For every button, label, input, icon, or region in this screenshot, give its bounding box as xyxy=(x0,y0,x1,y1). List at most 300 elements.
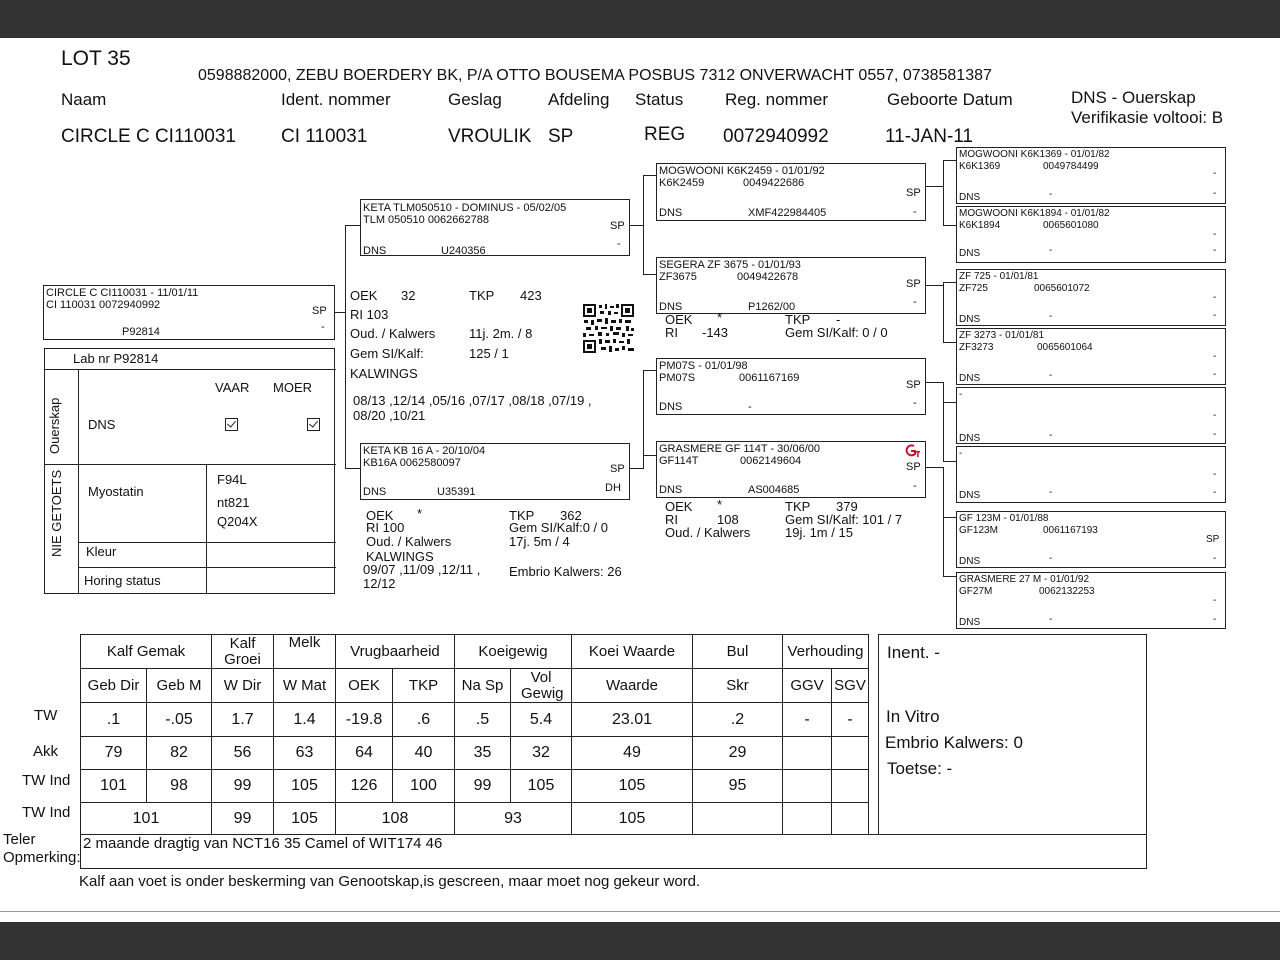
gp2-tkp-label: TKP xyxy=(785,312,811,327)
sire-oek-label: OEK xyxy=(350,288,378,303)
sire-kalwings-dates-2: 08/20 ,10/21 xyxy=(353,408,426,423)
ggp2-title: MOGWOONI K6K1894 - 01/01/82 xyxy=(959,208,1110,219)
tw-cell: - xyxy=(832,703,869,737)
gp2-oek-value: * xyxy=(717,310,723,325)
row-label-twind-2: TW Ind xyxy=(22,804,71,821)
twind2-cell: 105 xyxy=(274,803,336,835)
gp4-oek-value: * xyxy=(717,497,723,512)
twind-cell: 105 xyxy=(572,770,693,803)
akk-cell xyxy=(832,737,869,770)
ggp8-dash-1: - xyxy=(1213,595,1217,606)
twind2-cell: 93 xyxy=(455,803,572,835)
in-vitro: In Vitro xyxy=(886,707,940,726)
akk-cell: 40 xyxy=(393,737,455,770)
ggp8-title: GRASMERE 27 M - 01/01/92 xyxy=(959,574,1090,585)
toetse: Toetse: - xyxy=(887,759,953,778)
ggp4-id: ZF3273 xyxy=(959,342,994,353)
inent-box xyxy=(878,634,1147,835)
twind-cell: 105 xyxy=(511,770,572,803)
tw-cell: .5 xyxy=(455,703,511,737)
sire-sp: SP xyxy=(610,220,625,232)
connector xyxy=(926,467,943,468)
akk-cell: 35 xyxy=(455,737,511,770)
gp1-title: MOGWOONI K6K2459 - 01/01/92 xyxy=(659,165,825,177)
ggp8-reg: 0062132253 xyxy=(1039,586,1095,597)
ggp1-dash-2: - xyxy=(1049,189,1053,200)
akk-cell: 82 xyxy=(147,737,212,770)
sire-oek-value: 32 xyxy=(401,288,416,303)
ggp4-reg: 0065601064 xyxy=(1037,342,1093,353)
sire-box xyxy=(360,199,630,256)
connector xyxy=(943,517,956,518)
gp1-dash: - xyxy=(913,206,917,218)
sire-id: TLM 050510 0062662788 xyxy=(363,214,489,226)
gp4-tkp-value: 379 xyxy=(836,499,858,514)
sire-kalwings: KALWINGS xyxy=(350,366,418,381)
connector xyxy=(643,455,656,456)
sire-gem-value: 125 / 1 xyxy=(469,346,509,361)
gp1-reg: 0049422686 xyxy=(743,177,805,189)
lab-vertical xyxy=(78,369,79,593)
label-naam: Naam xyxy=(61,90,107,109)
ggp4-dash-1: - xyxy=(1213,351,1217,362)
tw-cell: .2 xyxy=(693,703,783,737)
akk-cell: 79 xyxy=(81,737,147,770)
label-status: Status xyxy=(635,90,684,109)
group-koei-waarde: Koei Waarde xyxy=(572,635,693,669)
ggp3-title: ZF 725 - 01/01/81 xyxy=(959,271,1039,282)
great-grandparent-box-4 xyxy=(956,328,1226,385)
dam-dates-2: 12/12 xyxy=(363,576,396,591)
value-geboorte: 11-JAN-11 xyxy=(885,126,973,147)
dam-ri: RI 100 xyxy=(366,520,405,535)
dam-box xyxy=(360,443,630,500)
sub-sgv: SGV xyxy=(832,669,869,703)
dam-dns: DNS xyxy=(363,486,387,498)
owner-line: 0598882000, ZEBU BOERDERY BK, P/A OTTO BOUSEMA POSBUS 7312 ONVERWACHT 0557, 0738581387 xyxy=(198,67,992,84)
connector xyxy=(926,382,943,383)
gp4-id: GF114T xyxy=(659,455,699,467)
value-geslag: VROULIK xyxy=(448,126,532,147)
value-ident: CI 110031 xyxy=(281,126,368,147)
value-naam: CIRCLE C CI110031 xyxy=(61,126,236,147)
nie-getoets-label: NIE GETOETS xyxy=(49,469,64,557)
dam-oek-value: * xyxy=(417,506,423,521)
connector xyxy=(943,382,944,462)
ggp5-title: - xyxy=(959,389,963,400)
dam-sp: SP xyxy=(610,463,625,475)
connector xyxy=(943,461,956,462)
ggp7-dash-3: - xyxy=(1213,553,1217,564)
dam-oud-label: Oud. / Kalwers xyxy=(366,534,452,549)
performance-table xyxy=(80,634,869,835)
connector xyxy=(345,468,360,469)
label-reg: Reg. nommer xyxy=(725,90,828,109)
myo-divider xyxy=(206,464,207,594)
twind-cell: 99 xyxy=(455,770,511,803)
table-row xyxy=(81,703,869,737)
twind-cell: 105 xyxy=(274,770,336,803)
grandparent-box-3 xyxy=(656,358,926,415)
gp4-oud-label: Oud. / Kalwers xyxy=(665,525,751,540)
dam-tkp-label: TKP xyxy=(509,508,535,523)
horing-divider xyxy=(78,567,336,568)
genomics-logo-icon xyxy=(905,444,921,458)
moer-label: MOER xyxy=(273,380,312,395)
connector xyxy=(630,468,643,469)
akk-cell: 56 xyxy=(212,737,274,770)
value-reg: 0072940992 xyxy=(723,126,829,147)
table-row xyxy=(81,770,869,803)
myo-value-2: nt821 xyxy=(217,495,250,510)
lab-box xyxy=(44,348,335,594)
sire-tkp-value: 423 xyxy=(520,288,542,303)
akk-cell xyxy=(783,737,832,770)
connector xyxy=(943,576,956,577)
dam-code: U35391 xyxy=(437,486,476,498)
ggp1-dash-1: - xyxy=(1213,168,1217,179)
ggp1-reg: 0049784499 xyxy=(1043,161,1099,172)
twind2-cell: 108 xyxy=(336,803,455,835)
connector xyxy=(943,282,956,283)
sub-waarde: Waarde xyxy=(572,669,693,703)
ggp8-dash-3: - xyxy=(1213,614,1217,625)
dam-kalwings: KALWINGS xyxy=(366,549,434,564)
akk-cell: 49 xyxy=(572,737,693,770)
sub-geb-dir: Geb Dir xyxy=(81,669,147,703)
sire-title: KETA TLM050510 - DOMINUS - 05/02/05 xyxy=(363,202,567,214)
group-kalf-groei: Kalf Groei xyxy=(212,635,274,669)
connector xyxy=(335,312,345,313)
gp2-title: SEGERA ZF 3675 - 01/01/93 xyxy=(659,259,801,271)
dam-title: KETA KB 16 A - 20/10/04 xyxy=(363,445,486,457)
connector xyxy=(943,282,944,343)
tw-cell: .6 xyxy=(393,703,455,737)
twind-cell: 95 xyxy=(693,770,783,803)
ggp5-dash-1: - xyxy=(1213,410,1217,421)
ggp2-dns: DNS xyxy=(959,248,981,259)
ggp7-sp: SP xyxy=(1206,534,1220,545)
ggp8-dash-2: - xyxy=(1049,614,1053,625)
ggp2-id: K6K1894 xyxy=(959,220,1001,231)
tw-cell: -.05 xyxy=(147,703,212,737)
ggp4-dns: DNS xyxy=(959,373,981,384)
great-grandparent-box-7 xyxy=(956,511,1226,568)
gp2-oek-label: OEK xyxy=(665,312,693,327)
ggp6-dash-2: - xyxy=(1049,487,1053,498)
dns-label: DNS xyxy=(88,417,116,432)
gp2-tkp-value: - xyxy=(836,312,841,327)
label-afdeling: Afdeling xyxy=(548,90,610,109)
gp4-tkp-label: TKP xyxy=(785,499,811,514)
dam-oud-value: 17j. 5m / 4 xyxy=(509,534,570,549)
connector xyxy=(926,186,943,187)
footer-note: Kalf aan voet is onder beskerming van Genootskap,is gescreen, maar moet nog gekeur word. xyxy=(79,873,701,890)
connector xyxy=(943,225,956,226)
connector xyxy=(943,402,956,403)
grandparent-box-4 xyxy=(656,441,926,498)
group-melk: Melk xyxy=(274,635,336,669)
dam-embrio: Embrio Kalwers: 26 xyxy=(509,564,622,579)
sire-oud-label: Oud. / Kalwers xyxy=(350,326,436,341)
twind-cell: 101 xyxy=(81,770,147,803)
great-grandparent-box-5 xyxy=(956,387,1226,444)
ggp3-dns: DNS xyxy=(959,314,981,325)
ouerskap-label: Ouerskap xyxy=(47,397,62,454)
gp1-id: K6K2459 xyxy=(659,177,705,189)
ggp3-dash-1: - xyxy=(1213,292,1217,303)
gp4-ri-value: 108 xyxy=(717,512,739,527)
gp2-code: P1262/00 xyxy=(748,301,796,313)
gp3-dns: DNS xyxy=(659,401,683,413)
sire-dash: - xyxy=(617,238,621,250)
connector xyxy=(943,160,944,226)
gp4-dns: DNS xyxy=(659,484,683,496)
great-grandparent-box-3 xyxy=(956,269,1226,326)
myo-value-3: Q204X xyxy=(217,514,258,529)
label-geboorte: Geboorte Datum xyxy=(887,90,1013,109)
ggp3-reg: 0065601072 xyxy=(1034,283,1090,294)
vaar-check-icon xyxy=(225,418,238,431)
gp1-sp: SP xyxy=(906,187,921,199)
akk-cell: 63 xyxy=(274,737,336,770)
table-row xyxy=(81,737,869,770)
remark-box xyxy=(80,834,1147,869)
ggp2-dash-1: - xyxy=(1213,229,1217,240)
group-vrugbaarheid: Vrugbaarheid xyxy=(336,635,455,669)
twind-cell xyxy=(832,770,869,803)
great-grandparent-box-6 xyxy=(956,446,1226,503)
myostatin-label: Myostatin xyxy=(88,484,144,499)
lab-divider xyxy=(45,369,336,370)
row-label-akk: Akk xyxy=(33,743,59,760)
moer-check-icon xyxy=(307,418,320,431)
sub-ggv: GGV xyxy=(783,669,832,703)
group-bul: Bul xyxy=(693,635,783,669)
tw-cell: - xyxy=(783,703,832,737)
gp2-id: ZF3675 xyxy=(659,271,697,283)
ggp3-id: ZF725 xyxy=(959,283,988,294)
animal-box xyxy=(43,285,335,340)
top-bar xyxy=(0,0,1280,38)
sub-na-sp: Na Sp xyxy=(455,669,511,703)
sire-code: U240356 xyxy=(441,245,486,257)
gp3-dash: - xyxy=(913,397,917,409)
kleur-label: Kleur xyxy=(86,544,117,559)
sub-tkp: TKP xyxy=(393,669,455,703)
ggp2-dash-3: - xyxy=(1213,245,1217,256)
connector xyxy=(643,175,644,275)
sub-skr: Skr xyxy=(693,669,783,703)
bottom-bar xyxy=(0,922,1280,960)
teler-label: Teler xyxy=(3,831,36,848)
twind-cell xyxy=(783,770,832,803)
tw-cell: .1 xyxy=(81,703,147,737)
gp4-code: AS004685 xyxy=(748,484,800,496)
lot-number: LOT 35 xyxy=(61,47,131,70)
sire-oud-value: 11j. 2m. / 8 xyxy=(469,326,533,341)
great-grandparent-box-2 xyxy=(956,206,1226,263)
sire-dns: DNS xyxy=(363,245,387,257)
gp4-oek-label: OEK xyxy=(665,499,693,514)
sub-w-dir: W Dir xyxy=(212,669,274,703)
gp4-dash: - xyxy=(913,480,917,492)
twind-cell: 98 xyxy=(147,770,212,803)
great-grandparent-box-1 xyxy=(956,147,1226,204)
ggp4-dash-3: - xyxy=(1213,369,1217,380)
value-afdeling: SP xyxy=(548,126,574,147)
vaar-label: VAAR xyxy=(215,380,250,395)
verifikasie: Verifikasie voltooi: B xyxy=(1071,108,1224,127)
connector xyxy=(630,225,643,226)
ggp7-dash-2: - xyxy=(1049,553,1053,564)
ggp6-dns: DNS xyxy=(959,490,981,501)
connector xyxy=(943,160,956,161)
gp2-ri-label: RI xyxy=(665,325,678,340)
ggp2-dash-2: - xyxy=(1049,245,1053,256)
dam-id: KB16A 0062580097 xyxy=(363,457,461,469)
animal-title: CIRCLE C CI110031 - 11/01/11 xyxy=(46,287,199,299)
tw-cell: 1.7 xyxy=(212,703,274,737)
gp3-id: PM07S xyxy=(659,372,696,384)
ggp7-dns: DNS xyxy=(959,556,981,567)
ggp3-dash-3: - xyxy=(1213,310,1217,321)
label-geslag: Geslag xyxy=(448,90,502,109)
akk-cell: 32 xyxy=(511,737,572,770)
animal-id: CI 110031 0072940992 xyxy=(46,299,161,311)
ggp3-dash-2: - xyxy=(1049,311,1053,322)
ggp5-dash-3: - xyxy=(1213,429,1217,440)
connector xyxy=(345,225,346,469)
kleur-divider xyxy=(78,542,336,543)
dam-dh: DH xyxy=(605,482,621,494)
ggp1-id: K6K1369 xyxy=(959,161,1001,172)
qr-code-icon xyxy=(582,303,635,354)
lab-nr: Lab nr P92814 xyxy=(73,351,159,366)
opmerking-label: Opmerking: xyxy=(3,849,81,866)
ggp2-reg: 0065601080 xyxy=(1043,220,1099,231)
sub-w-mat: W Mat xyxy=(274,669,336,703)
embrio-kalwers: Embrio Kalwers: 0 xyxy=(885,733,1023,752)
ggp7-id: GF123M xyxy=(959,525,998,536)
tw-cell: 23.01 xyxy=(572,703,693,737)
myo-value-1: F94L xyxy=(217,472,247,487)
gp4-title: GRASMERE GF 114T - 30/06/00 xyxy=(659,443,820,455)
ggp1-title: MOGWOONI K6K1369 - 01/01/82 xyxy=(959,149,1110,160)
akk-cell: 29 xyxy=(693,737,783,770)
gp1-dns: DNS xyxy=(659,207,683,219)
akk-cell: 64 xyxy=(336,737,393,770)
dam-dates-1: 09/07 ,11/09 ,12/11 , xyxy=(363,562,481,577)
sub-geb-m: Geb M xyxy=(147,669,212,703)
horing-label: Horing status xyxy=(84,573,161,588)
animal-dash: - xyxy=(321,321,325,333)
animal-code: P92814 xyxy=(122,326,160,338)
gp3-title: PM07S - 01/01/98 xyxy=(659,360,748,372)
sire-ri: RI 103 xyxy=(350,307,389,322)
gp3-reg: 0061167169 xyxy=(739,372,800,384)
sire-tkp-label: TKP xyxy=(469,288,495,303)
gp2-dns: DNS xyxy=(659,301,683,313)
tw-cell: 5.4 xyxy=(511,703,572,737)
gp2-reg: 0049422678 xyxy=(737,271,799,283)
ggp8-dns: DNS xyxy=(959,617,981,628)
gp2-dash: - xyxy=(913,296,917,308)
gp2-gem: Gem SI/Kalf: 0 / 0 xyxy=(785,325,888,340)
sire-kalwings-dates-1: 08/13 ,12/14 ,05/16 ,07/17 ,08/18 ,07/19 , xyxy=(353,393,592,408)
ggp6-dash-1: - xyxy=(1213,469,1217,480)
row-label-tw: TW xyxy=(34,707,58,724)
group-koeigewig: Koeigewig xyxy=(455,635,572,669)
ggp6-dash-3: - xyxy=(1213,487,1217,498)
twind2-cell xyxy=(783,803,832,835)
twind-cell: 100 xyxy=(393,770,455,803)
value-status: REG xyxy=(644,124,686,145)
tw-cell: 1.4 xyxy=(274,703,336,737)
twind-cell: 99 xyxy=(212,770,274,803)
gp4-reg: 0062149604 xyxy=(740,455,802,467)
gp4-sp: SP xyxy=(906,461,921,473)
ggp5-dns: DNS xyxy=(959,433,981,444)
gp1-code: XMF422984405 xyxy=(748,207,827,219)
group-kalf-gemak: Kalf Gemak xyxy=(81,635,212,669)
sire-gem-label: Gem SI/Kalf: xyxy=(350,346,424,361)
dns-ouerskap: DNS - Ouerskap xyxy=(1071,88,1196,107)
sub-oek: OEK xyxy=(336,669,393,703)
inent: Inent. - xyxy=(887,643,940,662)
great-grandparent-box-8 xyxy=(956,572,1226,629)
remark-text: 2 maande dragtig van NCT16 35 Camel of WIT174 46 xyxy=(83,835,443,852)
gp4-ri-label: RI xyxy=(665,512,678,527)
grandparent-box-1 xyxy=(656,163,926,221)
ggp4-title: ZF 3273 - 01/01/81 xyxy=(959,330,1045,341)
ggp6-title: - xyxy=(959,448,963,459)
ggp7-reg: 0061167193 xyxy=(1043,525,1098,536)
twind-cell: 126 xyxy=(336,770,393,803)
twind2-cell xyxy=(832,803,869,835)
gp2-ri-value: -143 xyxy=(702,325,729,340)
ggp5-dash-2: - xyxy=(1049,430,1053,441)
gp4-oud-value: 19j. 1m / 15 xyxy=(785,525,853,540)
ggp1-dns: DNS xyxy=(959,192,981,203)
twind2-cell xyxy=(693,803,783,835)
label-ident: Ident. nommer xyxy=(281,90,391,109)
twind2-cell: 105 xyxy=(572,803,693,835)
table-row xyxy=(81,803,869,835)
group-verhouding: Verhouding xyxy=(783,635,869,669)
connector xyxy=(943,467,944,577)
twind2-cell: 101 xyxy=(81,803,212,835)
bottom-rule xyxy=(0,911,1280,912)
lab-divider-2 xyxy=(45,464,336,465)
connector xyxy=(943,342,956,343)
dam-tkp-value: 362 xyxy=(560,508,582,523)
twind2-cell: 99 xyxy=(212,803,274,835)
sub-vol-gewig: Vol Gewig xyxy=(511,669,572,703)
connector xyxy=(345,225,360,226)
gp2-sp: SP xyxy=(906,278,921,290)
ggp8-id: GF27M xyxy=(959,586,993,597)
animal-sp: SP xyxy=(312,305,327,317)
connector xyxy=(926,285,943,286)
row-label-twind: TW Ind xyxy=(22,772,71,789)
dam-gem: Gem SI/Kalf:0 / 0 xyxy=(509,520,608,535)
ggp7-title: GF 123M - 01/01/88 xyxy=(959,513,1049,524)
connector xyxy=(643,274,656,275)
gp3-code: - xyxy=(748,401,752,413)
connector xyxy=(643,175,656,176)
dam-oek-label: OEK xyxy=(366,508,394,523)
